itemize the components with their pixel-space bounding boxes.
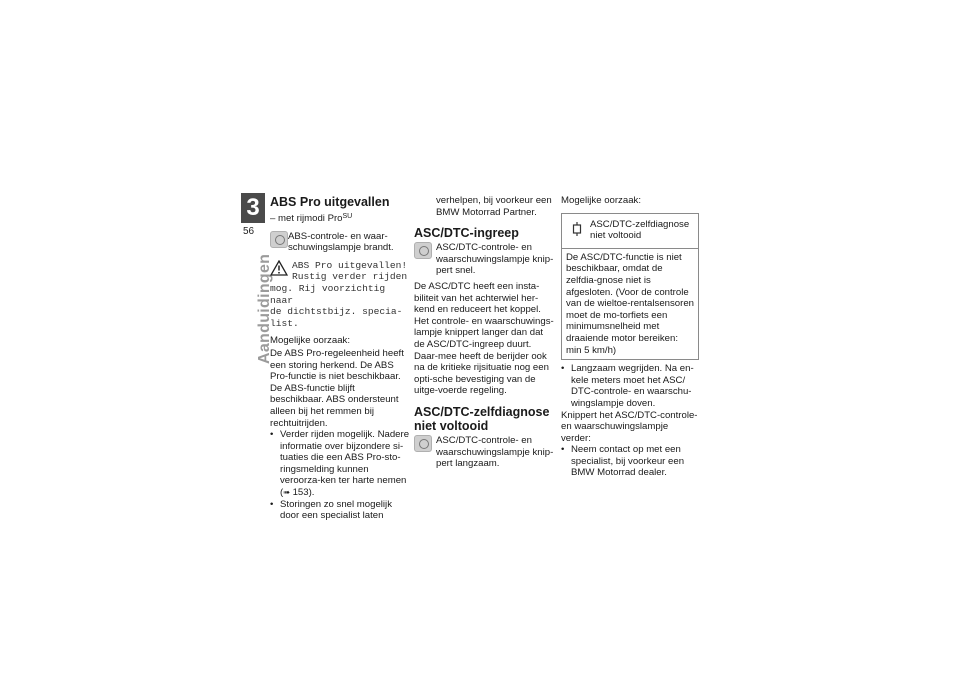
list-item: • Langzaam wegrijden. Na en-kele meters moet het ASC/ DTC-controle- en waarschu-wingslampje doven. xyxy=(561,363,699,409)
display-message xyxy=(270,260,410,330)
asc-lamp-text: waarschuwingslampje knip-pert snel. xyxy=(436,253,554,277)
column-3 xyxy=(561,195,699,479)
cause-label: Mogelijke oorzaak: xyxy=(561,195,641,206)
asc-selfdiag-lamp-notice xyxy=(414,435,554,470)
cause-table-text: De ASC/DTC-functie is niet beschikbaar, omdat de zelfdia-gnose niet is afgesloten. (Voor de controle van de wieltoe-rentalsensoren moet de mo-torfiets een minimumsnelheid met draaiende motor bereiken: min 5 km/h) xyxy=(566,251,694,356)
cause-text: De ABS Pro-regeleenheid heeft een storing herkend. De ABS Pro-functie is niet beschikbaar. De ABS-functie blijft beschikbaar. ABS ondersteunt alleen bij het remmen bij rechtuitrijden. xyxy=(270,347,404,429)
display-line: ABS Pro uitgevallen! xyxy=(292,259,408,271)
chapter-number-tab: 3 xyxy=(241,193,265,223)
warning-lamp-icon xyxy=(414,242,432,259)
abs-lamp-notice xyxy=(270,231,410,254)
action-list xyxy=(561,444,699,479)
page-number: 56 xyxy=(243,226,255,237)
cause-label: Mogelijke oorzaak: xyxy=(270,335,350,347)
warning-lamp-icon xyxy=(414,435,432,452)
column-1 xyxy=(270,195,410,522)
action-list xyxy=(270,429,410,522)
arrow-right-icon: ➠ xyxy=(283,488,290,498)
display-line: list. xyxy=(270,317,299,329)
asc-intervention-text: De ASC/DTC heeft een insta-biliteit van het achterwiel her-kend en reduceert het koppel. Het controle- en waarschuwings-lampje knippert langer dan dat de ASC/DTC-ingreep duurt. Daar-mee heeft de berijder ook na de kritieke rijsituatie nog een opti-sche bevestiging van de uitge-voerde regeling. xyxy=(414,280,554,397)
section-title-asc-intervention: ASC/DTC-ingreep xyxy=(414,226,519,241)
cause-table-body xyxy=(562,249,698,359)
action-list xyxy=(561,363,699,409)
column-2 xyxy=(414,195,554,474)
warning-triangle-icon xyxy=(270,260,288,276)
asc-lamp-notice xyxy=(414,242,554,277)
section-title-asc-selfdiag: ASC/DTC-zelfdiagnose niet voltooid xyxy=(414,404,550,433)
riding-mode-note: – met rijmodi Pro$^{SU}$ xyxy=(270,213,353,224)
chapter-title: Aanduidingen xyxy=(256,253,273,364)
list-item: • Storingen zo snel mogelijk door een specialist laten xyxy=(270,499,410,522)
asc-selfdiag-lamp-text: waarschuwingslampje knip-pert langzaam. xyxy=(436,446,554,470)
display-line: mog. Rij voorzichtig naar xyxy=(270,282,386,306)
asc-selfdiag-lamp-text: ASC/DTC-controle- en xyxy=(436,434,532,446)
display-line: Rustig verder rijden xyxy=(292,271,408,283)
fuse-symbol-icon xyxy=(570,222,584,236)
page-reference-link[interactable]: 153 xyxy=(292,487,309,499)
cause-table xyxy=(561,213,699,361)
cause-table-header xyxy=(562,214,698,249)
display-line: de dichtstbijz. specia- xyxy=(270,306,403,318)
continuation-text: verhelpen, bij voorkeur een BMW Motorrad Partner. xyxy=(436,195,552,218)
cause-table-title: ASC/DTC-zelfdiagnose niet voltooid xyxy=(590,218,690,242)
list-item: • Verder rijden mogelijk. Nadere informatie over bijzondere si-tuaties die een ABS Pro-sto-ringsmelding kunnen veroorza-ken ter harte nemen (➠ 153). xyxy=(270,429,410,499)
section-title-abs-off: ABS Pro uitgevallen xyxy=(270,195,390,209)
abs-lamp-text: ABS-controle- en waar-schuwingslampje brandt. xyxy=(288,230,394,254)
warning-lamp-icon xyxy=(270,231,288,248)
asc-lamp-text: ASC/DTC-controle- en xyxy=(436,242,532,254)
flash-instruction: Knippert het ASC/DTC-controle-en waarschuwingslampje verder: xyxy=(561,409,698,444)
list-item: • Neem contact op met een specialist, bij voorkeur een BMW Motorrad dealer. xyxy=(561,444,699,479)
